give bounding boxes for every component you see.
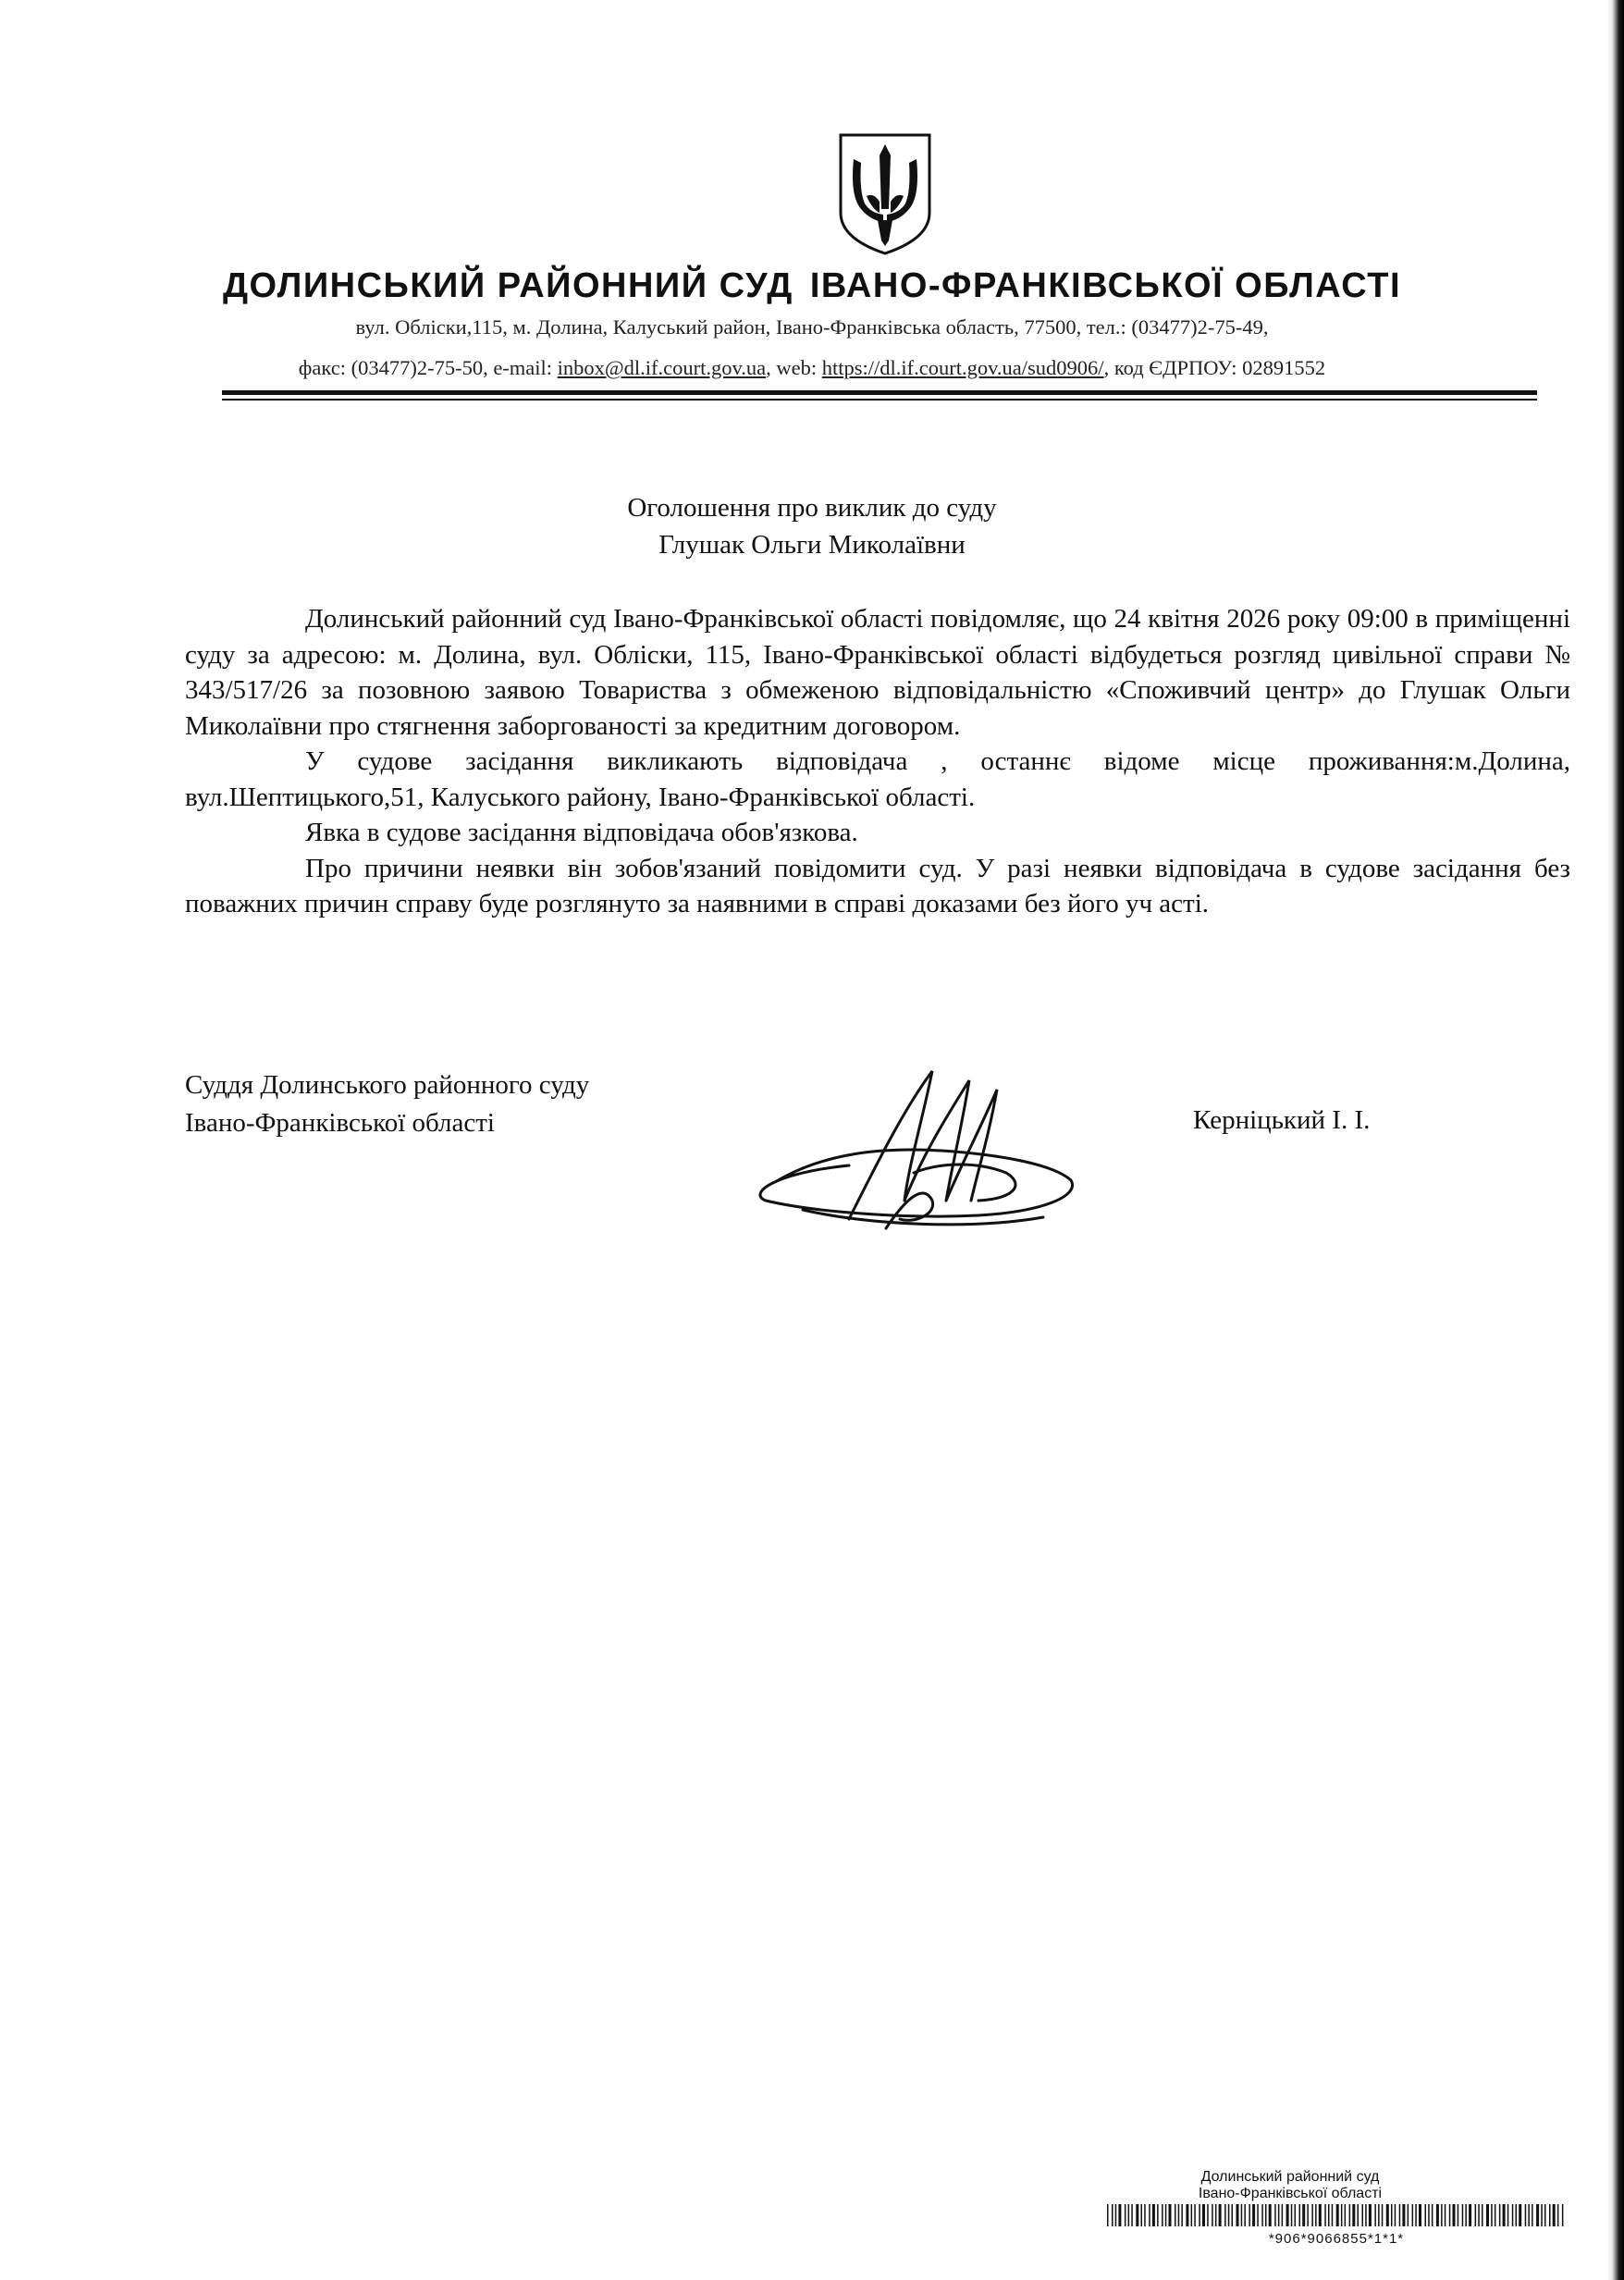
barcode-bar [1194, 2204, 1196, 2226]
barcode-bar [1261, 2204, 1263, 2226]
barcode-bar [1465, 2204, 1467, 2226]
barcode-bar [1302, 2204, 1305, 2226]
barcode-bar [1449, 2204, 1451, 2226]
barcode-bar [1445, 2204, 1446, 2226]
barcode-bar [1157, 2204, 1159, 2226]
scan-edge [1607, 0, 1624, 2280]
barcode-bar [1512, 2204, 1514, 2226]
barcode-bar [1408, 2204, 1409, 2226]
barcode-bar [1386, 2204, 1389, 2226]
barcode-bar [1236, 2204, 1239, 2226]
barcode-bar [1419, 2204, 1421, 2226]
barcode-bar [1436, 2204, 1439, 2226]
website-link[interactable]: https://dl.if.court.gov.ua/sud0906/ [821, 356, 1104, 379]
barcode-bar [1241, 2204, 1243, 2226]
announcement-body [185, 601, 1570, 922]
barcode-bar [1352, 2204, 1355, 2226]
court-contacts: факс: (03477)2-75-50, e-mail: inbox@dl.if.court.gov.ua, web: https://dl.if.court.gov.ua/sud0906/, код ЄДРПОУ: 02891552 [298, 356, 1326, 379]
trident-emblem-icon [837, 131, 933, 257]
barcode-bar [1249, 2204, 1250, 2226]
barcode-bar [1265, 2204, 1267, 2226]
barcode-bar [1324, 2204, 1326, 2226]
barcode-bar [1181, 2204, 1183, 2226]
barcode-bar [1136, 2204, 1138, 2226]
barcode-bar [1462, 2204, 1464, 2226]
barcode-bar [1458, 2204, 1459, 2226]
barcode-bar [1252, 2204, 1255, 2226]
barcode-bar [1319, 2204, 1322, 2226]
barcode-bar [1499, 2204, 1501, 2226]
barcode-bar [1525, 2204, 1527, 2226]
barcode-bar [1107, 2204, 1109, 2226]
barcode-bar [1186, 2204, 1188, 2226]
barcode-bar [1112, 2204, 1113, 2226]
barcode-bar [1358, 2204, 1359, 2226]
paragraph-attendance: Явка в судове засідання відповідача обов'язкова. [305, 818, 858, 847]
barcode-bar [1402, 2204, 1405, 2226]
barcode-bar [1378, 2204, 1380, 2226]
barcode-bar [1332, 2204, 1334, 2226]
barcode-bar [1519, 2204, 1521, 2226]
barcode-bar [1131, 2204, 1133, 2226]
barcode-bar [1365, 2204, 1367, 2226]
barcode-bar [1169, 2204, 1172, 2226]
barcode-bar [1491, 2204, 1493, 2226]
barcode-bar [1432, 2204, 1433, 2226]
barcode-bar [1541, 2204, 1543, 2226]
barcode-bar [1115, 2204, 1117, 2226]
barcode-bar [1478, 2204, 1480, 2226]
barcode-bar [1415, 2204, 1417, 2226]
barcode-bar [1286, 2204, 1289, 2226]
barcode-bar [1295, 2204, 1297, 2226]
barcode-bar [1224, 2204, 1226, 2226]
barcode-bar [1544, 2204, 1546, 2226]
court-address: вул. Обліски,115, м. Долина, Калуський район, Івано-Франківська область, 77500, тел.: (03477)2-75-49, [355, 315, 1269, 339]
barcode-bar [1495, 2204, 1496, 2226]
barcode-bar [1507, 2204, 1509, 2226]
barcode-bar [1274, 2204, 1276, 2226]
announcement-title: Оголошення про виклик до суду [627, 493, 997, 523]
defendant-name: Глушак Ольги Миколаївни [658, 530, 966, 560]
barcode-bar [1202, 2204, 1205, 2226]
barcode-bar [1311, 2204, 1313, 2226]
barcode-bar [1207, 2204, 1209, 2226]
barcode-bar [1315, 2204, 1317, 2226]
barcode-bar [1299, 2204, 1301, 2226]
barcode-bar [1128, 2204, 1130, 2226]
barcode-bar [1178, 2204, 1180, 2226]
barcode-bar [1395, 2204, 1396, 2226]
barcode-bar [1369, 2204, 1372, 2226]
barcode-bar [1482, 2204, 1483, 2226]
barcode-bar [1328, 2204, 1330, 2226]
barcode-bar [1399, 2204, 1401, 2226]
paragraph-hearing: Долинський районний суд Івано-Франківської області повідомляє, що 24 квітня 2026 року 09:00 в приміщенні суду за адресою: м. Долина, вул. Обліски, 115, Івано-Франківської області відбудеться розгляд цивільної справи № 343/517/26 за позовною заявою Товариства з обмеженою відповідальністю «Споживчий центр» до Глушак Ольги Миколаївни про стягнення заборгованості за кредитним договором. [185, 604, 1570, 741]
barcode-bar [1532, 2204, 1533, 2226]
barcode-bar [1562, 2204, 1564, 2226]
barcode-bar [1269, 2204, 1272, 2226]
barcode-bar [1232, 2204, 1234, 2226]
barcode-bar [1469, 2204, 1471, 2226]
barcode-bar [1291, 2204, 1293, 2226]
barcode-bar [1412, 2204, 1414, 2226]
judge-name: Керніцький І. І. [1193, 1105, 1371, 1135]
barcode-bar [1345, 2204, 1347, 2226]
paragraph-absence: Про причини неявки він зобов'язаний повідомити суд. У разі неявки відповідача в судове засідання без поважних причин справу буде розглянуто за наявними в справі доказами без його уч асті. [185, 853, 1570, 918]
barcode [1105, 2204, 1568, 2226]
barcode-bar [1441, 2204, 1443, 2226]
barcode-bar [1536, 2204, 1539, 2226]
barcode-bar [1382, 2204, 1384, 2226]
barcode-bar [1516, 2204, 1518, 2226]
barcode-bar [1212, 2204, 1213, 2226]
barcode-bar [1374, 2204, 1376, 2226]
judge-position: Суддя Долинського районного суду Івано-Франківської області [185, 1070, 590, 1138]
barcode-bar [1528, 2204, 1530, 2226]
barcode-bar [1549, 2204, 1551, 2226]
barcode-bar [1336, 2204, 1339, 2226]
barcode-bar [1341, 2204, 1343, 2226]
barcode-bar [1144, 2204, 1146, 2226]
barcode-bar [1557, 2204, 1559, 2226]
email-link[interactable]: inbox@dl.if.court.gov.ua [557, 356, 767, 379]
barcode-bar [1553, 2204, 1556, 2226]
registration-stamp: Долинський районний суд Івано-Франківської області *906*9066855*1*1* [1105, 2169, 1568, 2248]
letterhead-divider [222, 390, 1537, 395]
barcode-bar [1228, 2204, 1230, 2226]
barcode-bar [1175, 2204, 1176, 2226]
barcode-bar [1149, 2204, 1150, 2226]
barcode-bar [1244, 2204, 1246, 2226]
barcode-bar [1349, 2204, 1351, 2226]
barcode-bar [1191, 2204, 1193, 2226]
barcode-bar [1307, 2204, 1309, 2226]
barcode-bar [1162, 2204, 1163, 2226]
handwritten-signature [747, 1062, 1099, 1236]
barcode-bar [1257, 2204, 1259, 2226]
barcode-bar [1486, 2204, 1489, 2226]
barcode-bar [1503, 2204, 1506, 2226]
barcode-bar [1125, 2204, 1126, 2226]
barcode-bar [1475, 2204, 1477, 2226]
barcode-bar [1278, 2204, 1280, 2226]
barcode-bar [1141, 2204, 1143, 2226]
paragraph-summons: У судове засідання викликають відповідача , останнє відоме місце проживання:м.Долина, вул.Шептицького,51, Калуського району, Івано-Франківської області. [185, 746, 1570, 812]
barcode-number: *906*9066855*1*1* [1268, 2231, 1405, 2247]
barcode-bar [1215, 2204, 1217, 2226]
barcode-bar [1453, 2204, 1456, 2226]
barcode-bar [1362, 2204, 1364, 2226]
barcode-bar [1425, 2204, 1427, 2226]
barcode-bar [1199, 2204, 1200, 2226]
barcode-bar [1219, 2204, 1222, 2226]
barcode-bar [1428, 2204, 1430, 2226]
barcode-bar [1165, 2204, 1167, 2226]
barcode-bar [1282, 2204, 1284, 2226]
court-name: ДОЛИНСЬКИЙ РАЙОННИЙ СУД ІВАНО-ФРАНКІВСЬКОЇ ОБЛАСТІ [222, 266, 1401, 305]
barcode-bar [1152, 2204, 1155, 2226]
letterhead-divider-thin [222, 399, 1537, 401]
barcode-bar [1391, 2204, 1393, 2226]
barcode-bar [1118, 2204, 1121, 2226]
